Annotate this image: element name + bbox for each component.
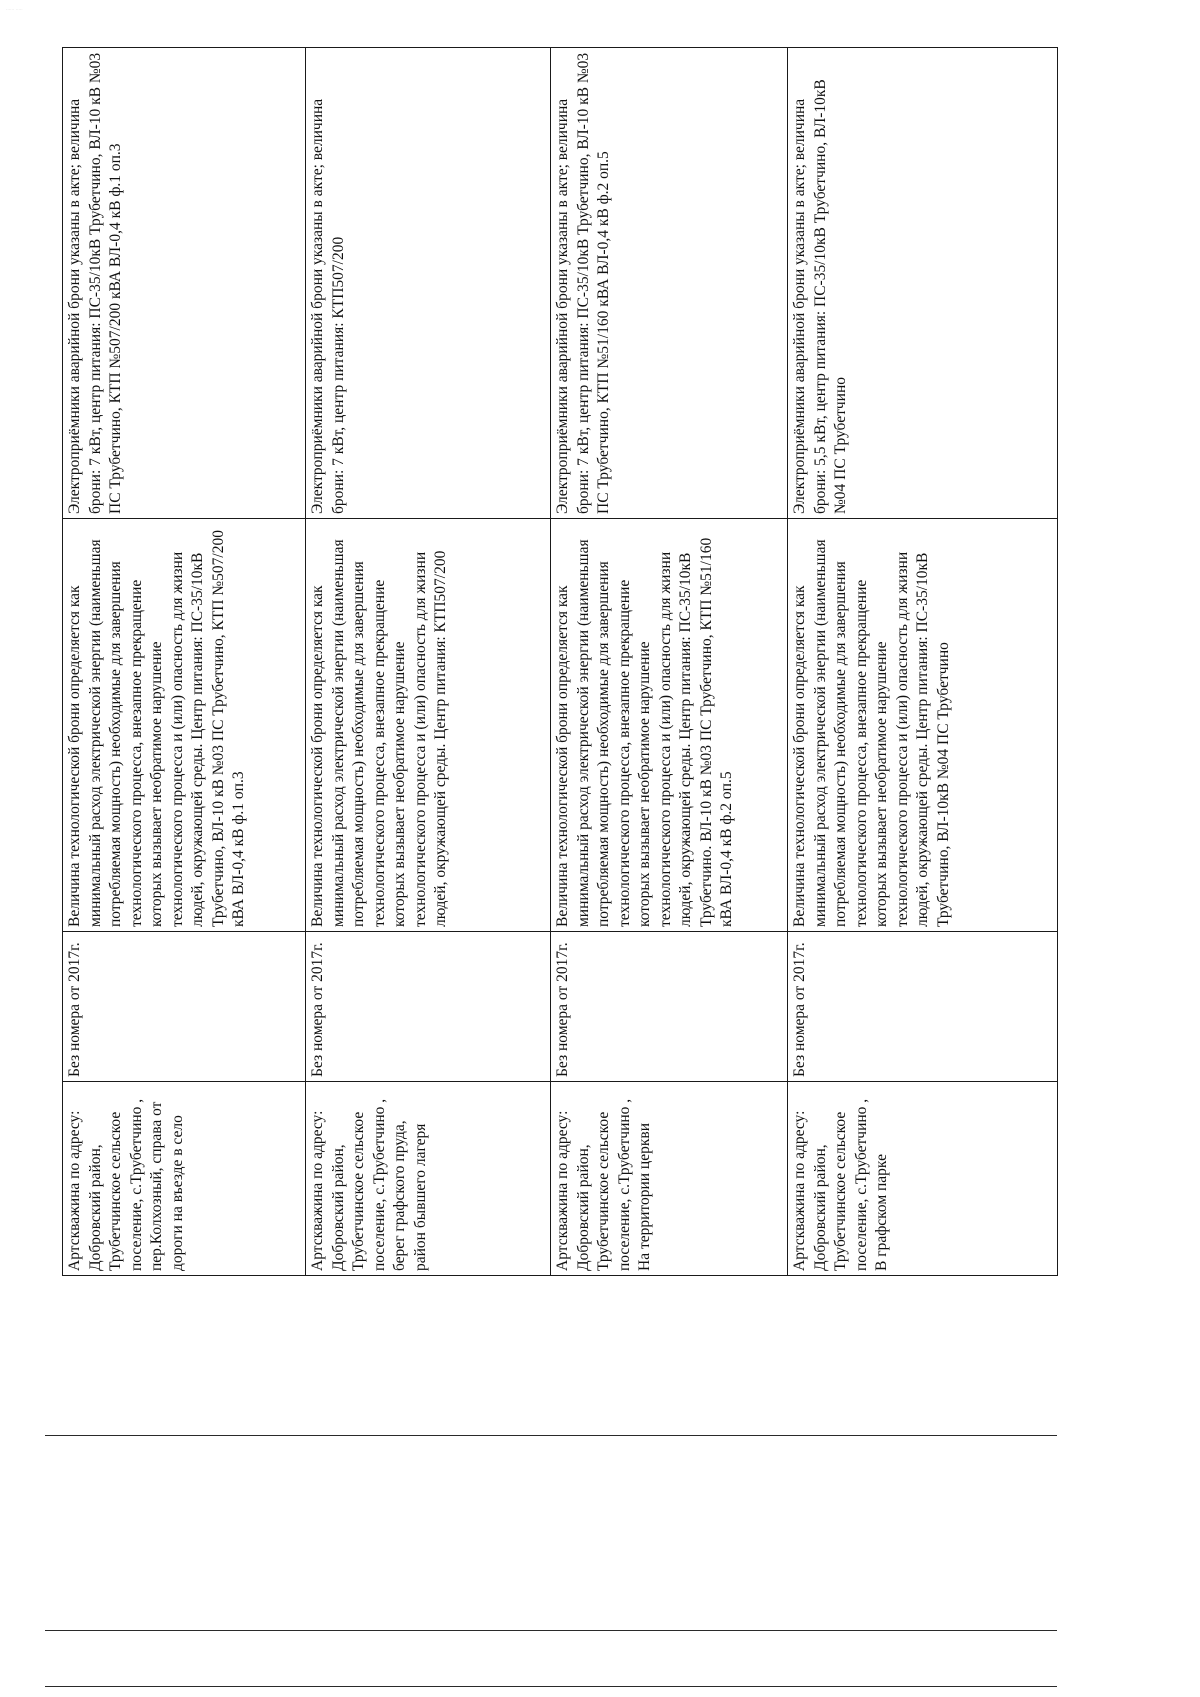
emergency-reserve-cell: Электроприёмники аварийной брони указаны в акте; величина брони: 7 кВт, центр питания: КТП507/200 <box>306 48 551 519</box>
emergency-reserve-cell: Электроприёмники аварийной брони указаны в акте; величина брони: 7 кВт, центр питания: ПС-35/10кВ Трубетчино, ВЛ-10 кВ №03 ПС Трубетчино, КТП №507/200 кВА ВЛ-0,4 кВ ф.1 оп.3 <box>63 48 306 519</box>
tech-reserve-cell: Величина технологической брони определяется как минимальный расход электрической энергии (наименьшая потребляемая мощность) необходимые для завершения технологического процесса, внезапное прекращение которых вызывает необратимое нарушение технологического процесса и (или) опасность для жизни людей, окружающей среды. Центр питания: ПС-35/10кВ Трубетчино, ВЛ-10 кВ №03 ПС Трубетчино, КТП №507/200 кВА ВЛ-0,4 кВ ф.1 оп.3 <box>63 519 306 932</box>
tech-reserve-cell: Величина технологической брони определяется как минимальный расход электрической энергии (наименьшая потребляемая мощность) необходимые для завершения технологического процесса, внезапное прекращение которых вызывает необратимое нарушение технологического процесса и (или) опасность для жизни людей, окружающей среды. Центр питания: ПС-35/10кВ Трубетчино. ВЛ-10 кВ №03 ПС Трубетчино, КТП №51/160 кВА ВЛ-0,4 кВ ф.2 оп.5 <box>551 519 788 932</box>
tech-reserve-cell: Величина технологической брони определяется как минимальный расход электрической энергии (наименьшая потребляемая мощность) необходимые для завершения технологического процесса, внезапное прекращение которых вызывает необратимое нарушение технологического процесса и (или) опасность для жизни людей, окружающей среды. Центр питания: ПС-35/10кВ Трубетчино, ВЛ-10кВ №04 ПС Трубетчино <box>788 519 1058 932</box>
emergency-reserve-cell: Электроприёмники аварийной брони указаны в акте; величина брони: 5,5 кВт, центр питания: ПС-35/10кВ Трубетчино, ВЛ-10кВ №04 ПС Трубетчино <box>788 48 1058 519</box>
table-row <box>63 48 306 1276</box>
reserve-table <box>62 47 1058 1276</box>
object-cell: Артскважина по адресу: Добровский район, Трубетчинское сельское поселение, с.Трубетчино , На территории церкви <box>551 1082 788 1276</box>
page-rule <box>45 1686 1057 1687</box>
page-rule <box>45 1435 1057 1436</box>
emergency-reserve-cell: Электроприёмники аварийной брони указаны в акте; величина брони: 7 кВт, центр питания: ПС-35/10кВ Трубетчино, ВЛ-10 кВ №03 ПС Трубетчино, КТП №51/160 кВА ВЛ-0,4 кВ ф.2 оп.5 <box>551 48 788 519</box>
table-row <box>788 48 1058 1276</box>
act-cell: Без номера от 2017г. <box>551 932 788 1082</box>
act-cell: Без номера от 2017г. <box>788 932 1058 1082</box>
corner-mark: ...... ..... <box>6 6 23 12</box>
tech-reserve-cell: Величина технологической брони определяется как минимальный расход электрической энергии (наименьшая потребляемая мощность) необходимые для завершения технологического процесса, внезапное прекращение которых вызывает необратимое нарушение технологического процесса и (или) опасность для жизни людей, окружающей среды. Центр питания: КТП507/200 <box>306 519 551 932</box>
page-rule <box>45 1630 1057 1631</box>
object-cell: Артскважина по адресу: Добровский район, Трубетчинское сельское поселение, с.Трубетчино , В графском парке <box>788 1082 1058 1276</box>
rotated-page <box>62 48 1057 1276</box>
object-cell: Артскважина по адресу: Добровский район, Трубетчинское сельское поселение, с.Трубетчино , берег графского пруда, район бывшего лагеря <box>306 1082 551 1276</box>
act-cell: Без номера от 2017г. <box>63 932 306 1082</box>
table-row <box>551 48 788 1276</box>
act-cell: Без номера от 2017г. <box>306 932 551 1082</box>
table-row <box>306 48 551 1276</box>
object-cell: Артскважина по адресу: Добровский район, Трубетчинское сельское поселение, с.Трубетчино , пер.Колхозный, справа от дороги на въезде в село <box>63 1082 306 1276</box>
